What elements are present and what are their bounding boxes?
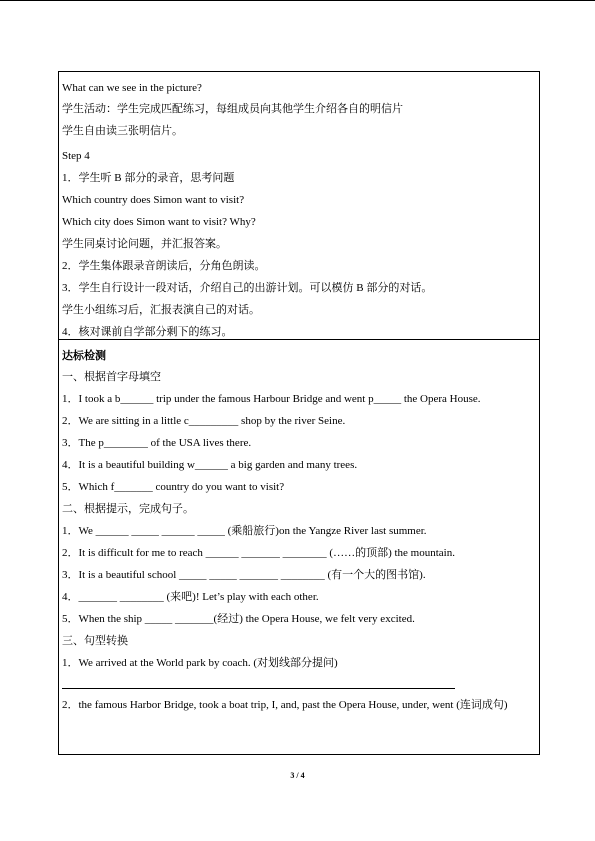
activity-section — [59, 72, 539, 339]
assessment-section — [59, 339, 539, 756]
activity-line: 2．学生集体跟录音朗读后，分角色朗读。 — [62, 260, 266, 272]
exercise-item: 2．We are sitting in a little c_________ shop by the river Seine. — [62, 415, 346, 427]
exercise-item: 2．the famous Harbor Bridge, took a boat trip, I, and, past the Opera House, under, went (连词成句) — [62, 699, 508, 711]
answer-line[interactable] — [62, 754, 455, 755]
activity-line: 学生自由读三张明信片。 — [62, 125, 183, 137]
exercise-item: 1．We ______ _____ ______ _____ (乘船旅行)on the Yangze River last summer. — [62, 525, 427, 537]
activity-line: Which city does Simon want to visit? Why? — [62, 216, 256, 228]
activity-line: 学生同桌讨论问题，并汇报答案。 — [62, 238, 227, 250]
exercise-item: 3．It is a beautiful school _____ _____ _______ ________ (有一个大的图书馆). — [62, 569, 426, 581]
activity-line: 学生活动：学生完成匹配练习，每组成员向其他学生介绍各自的明信片 — [62, 103, 403, 115]
part1-title: 一、根据首字母填空 — [62, 371, 161, 383]
exercise-item: 4．_______ ________ (来吧)! Let’s play with each other. — [62, 591, 319, 603]
exercise-item: 4．It is a beautiful building w______ a big garden and many trees. — [62, 459, 358, 471]
step-title: Step 4 — [62, 150, 90, 162]
activity-line: Which country does Simon want to visit? — [62, 194, 245, 206]
lesson-table — [58, 71, 540, 755]
part2-title: 二、根据提示，完成句子。 — [62, 503, 194, 515]
exercise-item: 2．It is difficult for me to reach ______ _______ ________ (……的顶部) the mountain. — [62, 547, 455, 559]
activity-line: What can we see in the picture? — [62, 82, 202, 94]
activity-line: 3．学生自行设计一段对话，介绍自己的出游计划。可以模仿 B 部分的对话。 — [62, 282, 433, 294]
exercise-item: 1．We arrived at the World park by coach. (对划线部分提问) — [62, 657, 338, 669]
answer-line[interactable] — [62, 688, 455, 689]
exercise-item: 5．When the ship _____ _______(经过) the Opera House, we felt very excited. — [62, 613, 415, 625]
exercise-item: 3．The p________ of the USA lives there. — [62, 437, 252, 449]
part3-title: 三、句型转换 — [62, 635, 128, 647]
page-top-rule — [0, 0, 595, 1]
page-number: 3 / 4 — [290, 771, 305, 780]
activity-line: 4．核对课前自学部分剩下的练习。 — [62, 326, 233, 338]
exercise-item: 5．Which f_______ country do you want to visit? — [62, 481, 285, 493]
activity-line: 1．学生听 B 部分的录音，思考问题 — [62, 172, 235, 184]
exercise-item: 1．I took a b______ trip under the famous Harbour Bridge and went p_____ the Opera House. — [62, 393, 481, 405]
activity-line: 学生小组练习后，汇报表演自己的对话。 — [62, 304, 260, 316]
assessment-heading: 达标检测 — [62, 350, 106, 362]
